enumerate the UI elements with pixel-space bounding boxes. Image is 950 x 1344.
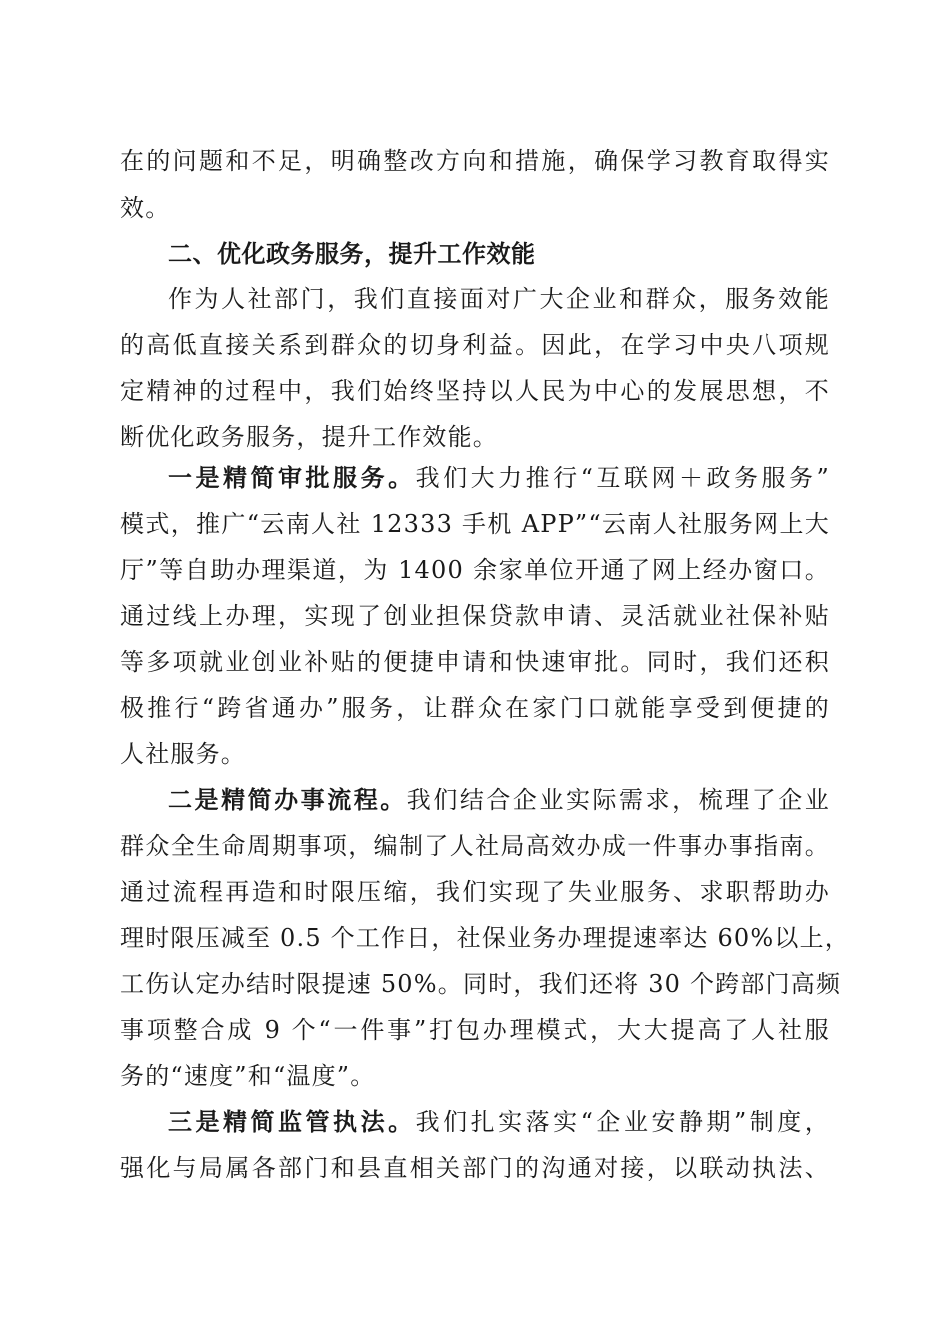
paragraph-line: 作为人社部门，我们直接面对广大企业和群众，服务效能 [168,285,830,313]
paragraph-line: 群众全生命周期事项，编制了人社局高效办成一件事办事指南。 [120,832,830,860]
paragraph-line [168,1106,830,1138]
paragraph-line: 在的问题和不足，明确整改方向和措施，确保学习教育取得实 [120,147,830,175]
paragraph-line: 等多项就业创业补贴的便捷申请和快速审批。同时，我们还积 [120,648,830,676]
paragraph-line: 断优化政务服务，提升工作效能。 [120,423,498,451]
paragraph-line: 务的“速度”和“温度”。 [120,1062,376,1090]
paragraph-line: 定精神的过程中，我们始终坚持以人民为中心的发展思想，不 [120,377,830,405]
paragraph-line: 通过流程再造和时限压缩，我们实现了失业服务、求职帮助办 [120,878,830,906]
paragraph-line: 理时限压减至 0.5 个工作日，社保业务办理提速率达 60%以上， [120,924,850,952]
paragraph-text: 我们扎实落实“企业安静期”制度， [415,1108,830,1136]
paragraph-lead: 一是精简审批服务。 [168,463,416,492]
paragraph-line [168,462,830,494]
paragraph-text: 我们大力推行“互联网＋政务服务” [415,464,830,492]
section-heading: 二、优化政务服务，提升工作效能 [168,240,536,268]
paragraph-line [168,784,830,816]
paragraph-line: 人社服务。 [120,740,246,768]
paragraph-line: 效。 [120,194,171,222]
paragraph-line: 强化与局属各部门和县直相关部门的沟通对接，以联动执法、 [120,1154,830,1182]
paragraph-line: 的高低直接关系到群众的切身利益。因此，在学习中央八项规 [120,331,830,359]
paragraph-line: 通过线上办理，实现了创业担保贷款申请、灵活就业社保补贴 [120,602,830,630]
paragraph-line: 模式，推广“云南人社 12333 手机 APP”“云南人社服务网上大 [120,510,830,538]
paragraph-text: 我们结合企业实际需求，梳理了企业 [406,786,830,814]
paragraph-line: 事项整合成 9 个“一件事”打包办理模式，大大提高了人社服 [120,1016,830,1044]
paragraph-line: 工伤认定办结时限提速 50%。同时，我们还将 30 个跨部门高频 [120,970,842,998]
paragraph-line: 厅”等自助办理渠道，为 1400 余家单位开通了网上经办窗口。 [120,556,830,584]
paragraph-lead: 三是精简监管执法。 [168,1107,416,1136]
paragraph-lead: 二是精简办事流程。 [168,785,407,814]
paragraph-line: 极推行“跨省通办”服务，让群众在家门口就能享受到便捷的 [120,694,830,722]
